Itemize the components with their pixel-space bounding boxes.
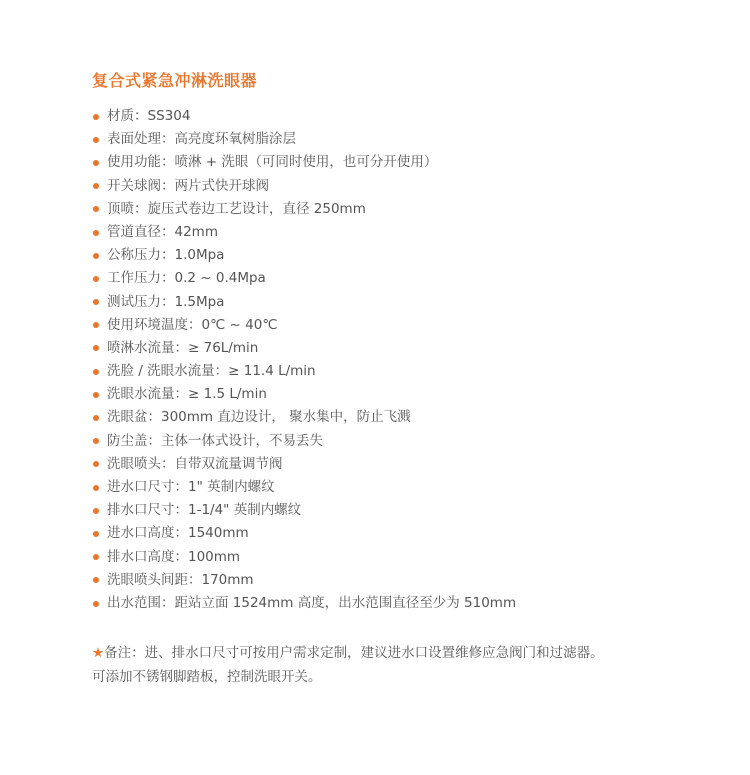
spec-item (93, 406, 516, 429)
bullet-dot-icon (93, 276, 99, 282)
bullet-dot-icon (93, 230, 99, 236)
spec-item (93, 522, 516, 545)
page-title: 复合式紧急冲淋洗眼器 (92, 71, 258, 90)
spec-text: 洗眼水流量：≥ 1.5 L/min (107, 386, 267, 403)
spec-text: 出水范围：距站立面 1524mm 高度，出水范围直径至少为 510mm (107, 594, 517, 611)
spec-item (93, 360, 516, 383)
spec-list (93, 105, 516, 615)
spec-item (93, 105, 516, 128)
spec-item (93, 128, 516, 151)
spec-item (93, 383, 516, 406)
spec-text: 管道直径：42mm (107, 223, 218, 240)
spec-item (93, 151, 516, 174)
spec-item (93, 337, 516, 360)
bullet-dot-icon (93, 114, 99, 120)
spec-item (93, 476, 516, 499)
bullet-dot-icon (93, 345, 99, 351)
remark-note (92, 641, 604, 689)
bullet-dot-icon (93, 554, 99, 560)
spec-text: 顶喷：旋压式卷边工艺设计，直径 250mm (107, 200, 366, 217)
spec-item (93, 244, 516, 267)
spec-text: 洗眼喷头间距：170mm (107, 571, 254, 588)
spec-text: 进水口高度：1540mm (107, 525, 249, 542)
bullet-dot-icon (93, 415, 99, 421)
spec-item (93, 546, 516, 569)
spec-text: 洗脸 / 洗眼水流量：≥ 11.4 L/min (107, 363, 316, 380)
spec-text: 测试压力：1.5Mpa (107, 293, 225, 310)
spec-text: 材质：SS304 (107, 108, 191, 124)
bullet-dot-icon (93, 438, 99, 444)
spec-text: 工作压力：0.2 ~ 0.4Mpa (107, 270, 266, 287)
spec-text: 洗眼盆：300mm 直边设计， 聚水集中，防止飞溅 (107, 409, 411, 426)
bullet-dot-icon (93, 577, 99, 583)
spec-text: 开关球阀：两片式快开球阀 (107, 177, 269, 194)
spec-item (93, 291, 516, 314)
remark-line-1 (92, 641, 604, 665)
bullet-dot-icon (93, 508, 99, 514)
bullet-dot-icon (93, 253, 99, 259)
bullet-dot-icon (93, 485, 99, 491)
spec-item (93, 569, 516, 592)
spec-text: 公称压力：1.0Mpa (107, 247, 225, 264)
remark-line-2: 可添加不锈钢脚踏板，控制洗眼开关。 (92, 669, 322, 685)
spec-text: 排水口高度：100mm (107, 548, 241, 565)
bullet-dot-icon (93, 299, 99, 305)
spec-text: 洗眼喷头：自带双流量调节阀 (107, 455, 283, 472)
bullet-dot-icon (93, 183, 99, 189)
spec-item (93, 592, 516, 615)
bullet-dot-icon (93, 137, 99, 143)
spec-text: 使用功能：喷淋 + 洗眼（可同时使用，也可分开使用） (107, 154, 438, 171)
bullet-dot-icon (93, 369, 99, 375)
spec-item (93, 430, 516, 453)
remark-text-1: 备注：进、排水口尺寸可按用户需求定制，建议进水口设置维修应急阀门和过滤器。 (104, 645, 604, 661)
spec-item (93, 499, 516, 522)
spec-text: 排水口尺寸：1-1/4" 英制内螺纹 (107, 502, 302, 519)
bullet-dot-icon (93, 392, 99, 398)
spec-text: 表面处理：高亮度环氧树脂涂层 (107, 131, 296, 148)
spec-text: 进水口尺寸：1" 英制内螺纹 (107, 479, 275, 495)
spec-item (93, 198, 516, 221)
bullet-dot-icon (93, 461, 99, 467)
spec-text: 防尘盖：主体一体式设计，不易丢失 (107, 432, 323, 449)
spec-item (93, 175, 516, 198)
spec-text: 使用环境温度：0℃ ~ 40℃ (107, 316, 278, 333)
bullet-dot-icon (93, 206, 99, 212)
spec-item (93, 453, 516, 476)
bullet-dot-icon (93, 601, 99, 607)
spec-item (93, 221, 516, 244)
spec-item (93, 267, 516, 290)
spec-item (93, 314, 516, 337)
spec-text: 喷淋水流量：≥ 76L/min (107, 339, 259, 356)
bullet-dot-icon (93, 322, 99, 328)
star-icon: ★ (92, 645, 105, 661)
bullet-dot-icon (93, 160, 99, 166)
bullet-dot-icon (93, 531, 99, 537)
